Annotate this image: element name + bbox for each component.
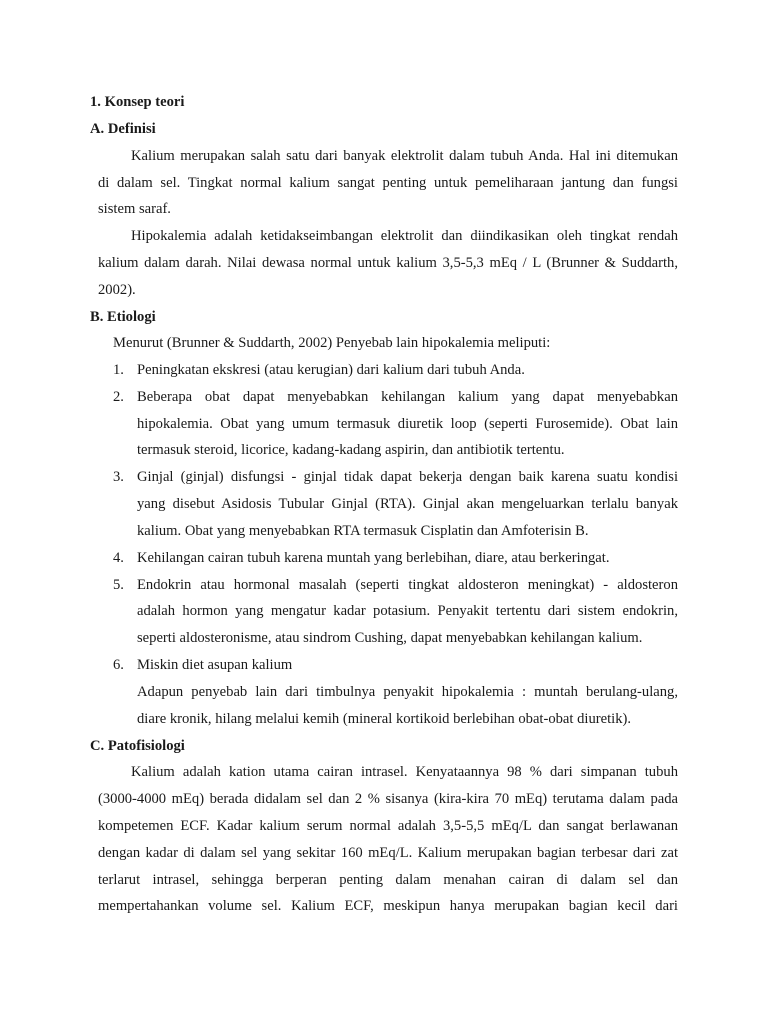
list-item-line: Beberapa obat dapat menyebabkan kehilangan kalium yang dapat menyebabkan xyxy=(137,389,678,405)
list-item-line: seperti aldosteronisme, atau sindrom Cushing, dapat menyebabkan kehilangan kalium. xyxy=(137,630,643,646)
list-item-line: yang disebut Asidosis Tubular Ginjal (RTA). Ginjal akan mengeluarkan terlalu banyak xyxy=(137,496,678,512)
heading-definisi: A. Definisi xyxy=(90,121,156,137)
list-item-line: kalium. Obat yang menyebabkan RTA termasuk Cisplatin dan Amfoterisin B. xyxy=(137,523,589,539)
paragraph-line: terlarut intrasel, sehingga berperan penting dalam menahan cairan di dalam sel dan xyxy=(98,872,678,888)
list-item-line: adalah hormon yang mengatur kadar potasium. Penyakit tertentu dari sistem endokrin, xyxy=(137,603,678,619)
etiologi-intro: Menurut (Brunner & Suddarth, 2002) Penyebab lain hipokalemia meliputi: xyxy=(113,335,551,351)
heading-patofisiologi: C. Patofisiologi xyxy=(90,738,185,754)
heading-etiologi: B. Etiologi xyxy=(90,309,156,325)
paragraph-line: 2002). xyxy=(98,282,136,298)
etiologi-extra-line: Adapun penyebab lain dari timbulnya penyakit hipokalemia : muntah berulang-ulang, xyxy=(137,684,678,700)
list-number: 4. xyxy=(113,550,124,566)
paragraph-line: sistem saraf. xyxy=(98,201,171,217)
list-item-line: Miskin diet asupan kalium xyxy=(137,657,293,673)
paragraph-line: dengan kadar di dalam sel yang sekitar 160 mEq/L. Kalium merupakan bagian terbesar dari zat xyxy=(98,845,678,861)
list-item-line: Ginjal (ginjal) disfungsi - ginjal tidak dapat bekerja dengan baik karena suatu kondisi xyxy=(137,469,678,485)
list-item-line: Endokrin atau hormonal masalah (seperti tingkat aldosteron meningkat) - aldosteron xyxy=(137,577,678,593)
paragraph-line: mempertahankan volume sel. Kalium ECF, meskipun hanya merupakan bagian kecil dari xyxy=(98,898,678,914)
list-item-line: Peningkatan ekskresi (atau kerugian) dari kalium dari tubuh Anda. xyxy=(137,362,525,378)
etiologi-extra-line: diare kronik, hilang melalui kemih (mineral kortikoid berlebihan obat-obat diuretik). xyxy=(137,711,632,727)
list-number: 6. xyxy=(113,657,124,673)
paragraph-line: kalium dalam darah. Nilai dewasa normal untuk kalium 3,5-5,3 mEq / L (Brunner & Suddarth, xyxy=(98,255,678,271)
list-number: 2. xyxy=(113,389,124,405)
paragraph-line: kompetemen ECF. Kadar kalium serum normal adalah 3,5-5,5 mEq/L dan sangat berlawanan xyxy=(98,818,678,834)
list-number: 3. xyxy=(113,469,124,485)
list-number: 1. xyxy=(113,362,124,378)
paragraph-line: Kalium merupakan salah satu dari banyak elektrolit dalam tubuh Anda. Hal ini ditemukan xyxy=(131,148,678,164)
section-title: 1. Konsep teori xyxy=(90,94,185,110)
list-item-line: hipokalemia. Obat yang umum termasuk diuretik loop (seperti Furosemide). Obat lain xyxy=(137,416,678,432)
paragraph-line: (3000-4000 mEq) berada didalam sel dan 2 % sisanya (kira-kira 70 mEq) terutama dalam pada xyxy=(98,791,678,807)
list-number: 5. xyxy=(113,577,124,593)
paragraph-line: di dalam sel. Tingkat normal kalium sangat penting untuk pemeliharaan jantung dan fungsi xyxy=(98,175,678,191)
list-item-line: termasuk steroid, licorice, kadang-kadang aspirin, dan antibiotik tertentu. xyxy=(137,442,565,458)
paragraph-line: Hipokalemia adalah ketidakseimbangan elektrolit dan diindikasikan oleh tingkat rendah xyxy=(131,228,678,244)
paragraph-line: Kalium adalah kation utama cairan intrasel. Kenyataannya 98 % dari simpanan tubuh xyxy=(131,764,678,780)
list-item-line: Kehilangan cairan tubuh karena muntah yang berlebihan, diare, atau berkeringat. xyxy=(137,550,610,566)
